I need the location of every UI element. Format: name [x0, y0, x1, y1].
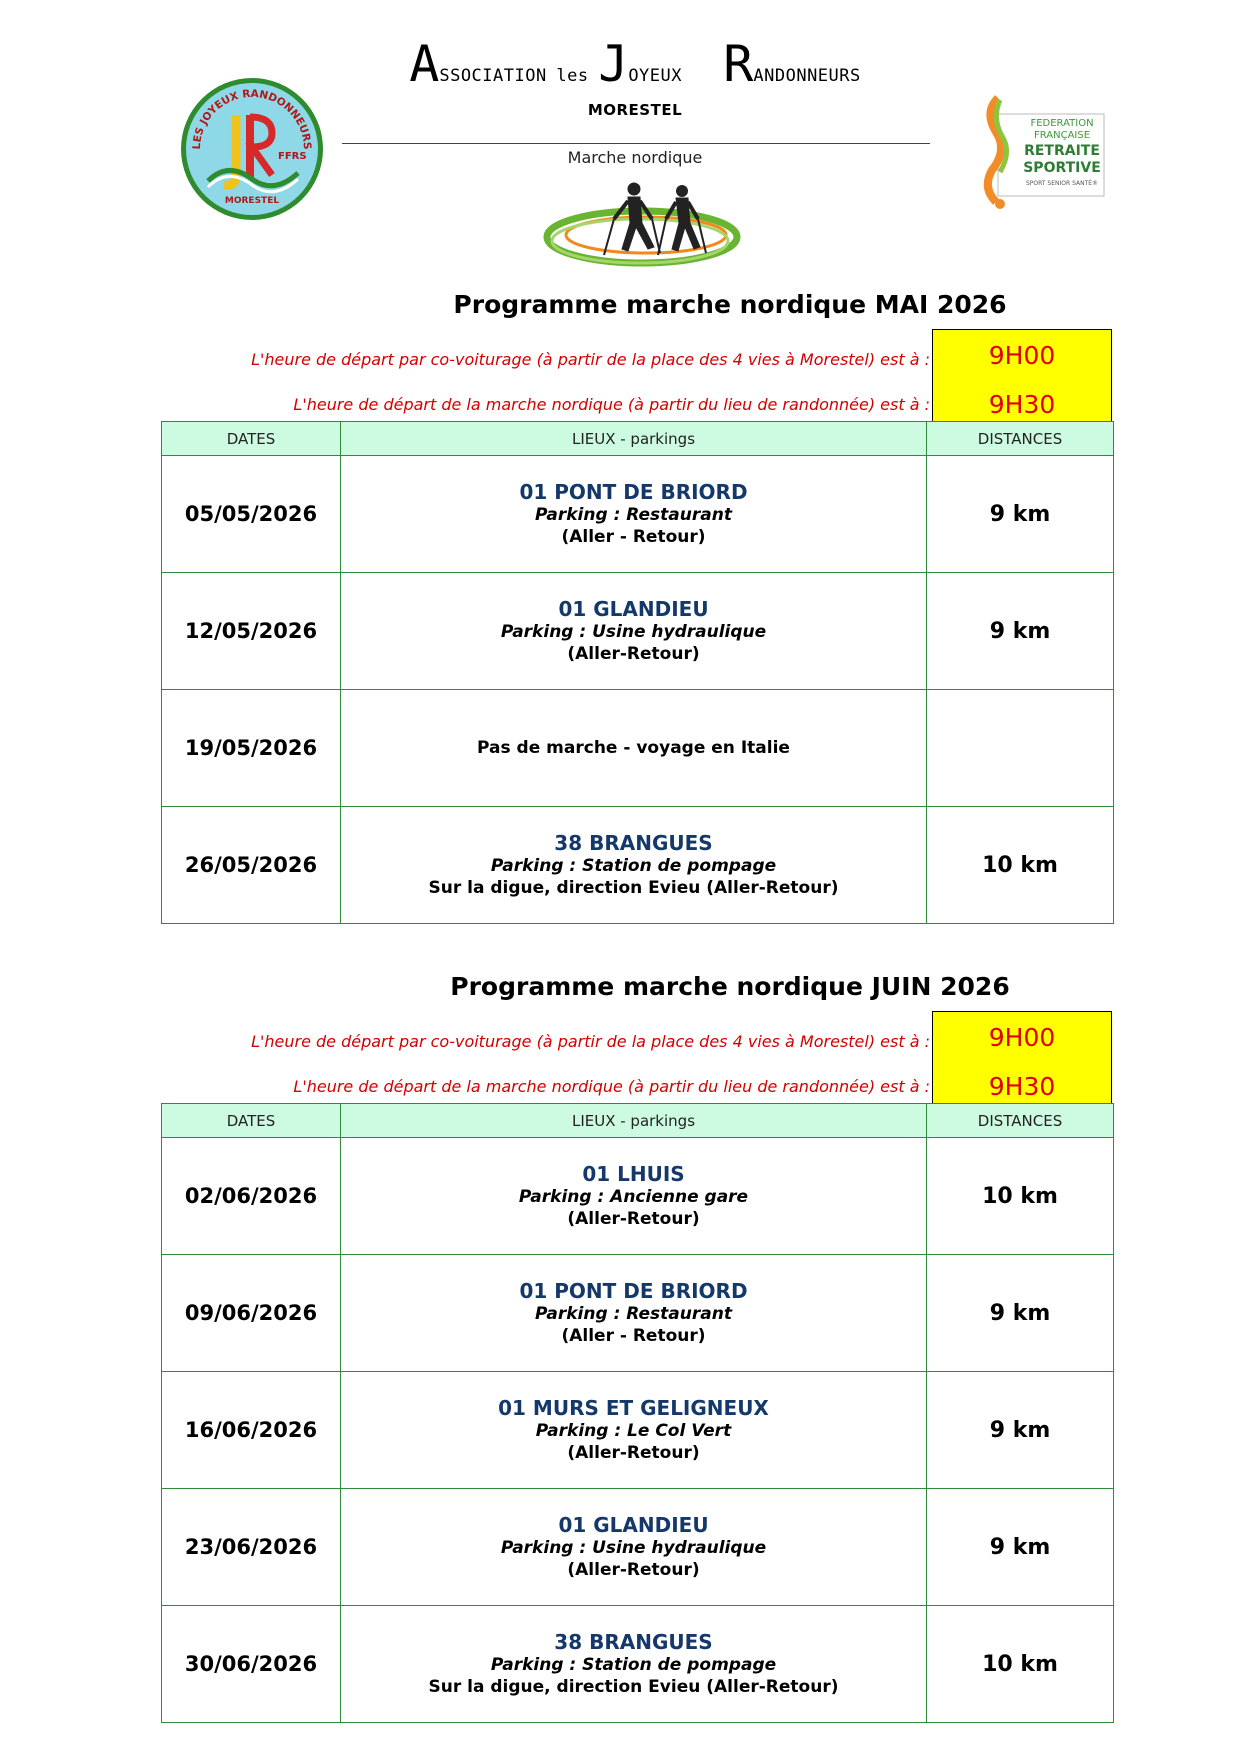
row-distance: 10 km: [927, 1606, 1114, 1723]
row-date: 26/05/2026: [162, 807, 341, 924]
club-logo: [178, 75, 326, 223]
row-location: [341, 1606, 927, 1723]
nordic-walkers-icon: [542, 175, 752, 275]
col-dates: DATES: [162, 422, 341, 456]
club-logo-side-text: FFRS: [278, 151, 307, 162]
row-place: 01 GLANDIEU: [558, 596, 709, 621]
row-note: (Aller-Retour): [567, 1442, 700, 1463]
row-place: 38 BRANGUES: [554, 830, 713, 855]
row-parking: Parking : Usine hydraulique: [500, 1537, 767, 1558]
departure-walk-time-may: 9H30: [932, 375, 1112, 421]
table-row: [162, 1606, 1114, 1723]
ffrs-line3: RETRAITE: [1024, 143, 1100, 159]
row-date: 23/06/2026: [162, 1489, 341, 1606]
col-distances: DISTANCES: [927, 422, 1114, 456]
table-header: [162, 1104, 1114, 1138]
ffrs-line2: FRANÇAISE: [1033, 130, 1091, 141]
ffrs-line1: FEDERATION: [1030, 118, 1094, 129]
row-date: 05/05/2026: [162, 456, 341, 573]
row-note: Pas de marche - voyage en Italie: [477, 738, 790, 758]
row-note: (Aller - Retour): [561, 526, 706, 547]
row-location: [341, 690, 927, 807]
row-note: Sur la digue, direction Evieu (Aller-Retour): [428, 877, 839, 898]
row-distance: 9 km: [927, 1372, 1114, 1489]
table-row: [162, 690, 1114, 807]
row-parking: Parking : Station de pompage: [490, 1654, 777, 1675]
row-location: [341, 1372, 927, 1489]
row-note: Sur la digue, direction Evieu (Aller-Retour): [428, 1676, 839, 1697]
program-title-june: Programme marche nordique JUIN 2026: [450, 972, 1010, 1001]
row-place: 01 LHUIS: [582, 1161, 685, 1186]
row-parking: Parking : Station de pompage: [490, 855, 777, 876]
table-header: [162, 422, 1114, 456]
program-title-may: Programme marche nordique MAI 2026: [453, 290, 1007, 319]
association-title: ASSOCIATION les JOYEUX RANDONNEURS: [409, 35, 861, 93]
row-location: [341, 1138, 927, 1255]
table-row: [162, 1255, 1114, 1372]
row-parking: Parking : Restaurant: [535, 1303, 732, 1324]
table-row: [162, 1138, 1114, 1255]
table-row: [162, 807, 1114, 924]
town-name: MORESTEL: [587, 101, 683, 119]
header-divider: [342, 143, 930, 144]
program-table-may: [161, 421, 1114, 924]
col-lieux: LIEUX - parkings: [341, 1104, 927, 1138]
row-location: [341, 1489, 927, 1606]
row-parking: Parking : Le Col Vert: [535, 1420, 732, 1441]
row-distance: 9 km: [927, 456, 1114, 573]
row-location: [341, 807, 927, 924]
row-parking: Parking : Restaurant: [535, 504, 732, 525]
row-date: 30/06/2026: [162, 1606, 341, 1723]
row-location: [341, 456, 927, 573]
row-distance: 10 km: [927, 1138, 1114, 1255]
col-distances: DISTANCES: [927, 1104, 1114, 1138]
row-date: 19/05/2026: [162, 690, 341, 807]
ffrs-line5: SPORT SENIOR SANTÉ®: [1025, 180, 1099, 187]
row-location: [341, 573, 927, 690]
row-place: 38 BRANGUES: [554, 1629, 713, 1654]
departure-walk-time-june: 9H30: [932, 1057, 1112, 1103]
activity-subtitle: Marche nordique: [567, 148, 703, 167]
row-distance: 9 km: [927, 573, 1114, 690]
row-parking: Parking : Ancienne gare: [518, 1186, 749, 1207]
row-distance: 9 km: [927, 1255, 1114, 1372]
departure-walk-label-may: L'heure de départ de la marche nordique (à partir du lieu de randonnée) est à :: [293, 395, 930, 414]
ffrs-logo: [978, 92, 1106, 214]
program-table-june: [161, 1103, 1114, 1723]
col-dates: DATES: [162, 1104, 341, 1138]
row-place: 01 PONT DE BRIORD: [519, 479, 748, 504]
table-row: [162, 456, 1114, 573]
row-note: (Aller-Retour): [567, 1208, 700, 1229]
row-date: 09/06/2026: [162, 1255, 341, 1372]
departure-covoit-label-june: L'heure de départ par co-voiturage (à partir de la place des 4 vies à Morestel) est à :: [251, 1032, 930, 1051]
row-location: [341, 1255, 927, 1372]
row-note: (Aller-Retour): [567, 1559, 700, 1580]
row-note: (Aller-Retour): [567, 643, 700, 664]
col-lieux: LIEUX - parkings: [341, 422, 927, 456]
row-distance: [927, 690, 1114, 807]
row-place: 01 GLANDIEU: [558, 1512, 709, 1537]
row-date: 12/05/2026: [162, 573, 341, 690]
departure-covoit-time-june: 9H00: [932, 1011, 1112, 1057]
row-parking: Parking : Usine hydraulique: [500, 621, 767, 642]
table-row: [162, 1372, 1114, 1489]
row-date: 16/06/2026: [162, 1372, 341, 1489]
departure-covoit-time-may: 9H00: [932, 329, 1112, 375]
row-distance: 9 km: [927, 1489, 1114, 1606]
row-place: 01 MURS ET GELIGNEUX: [498, 1395, 769, 1420]
departure-walk-label-june: L'heure de départ de la marche nordique (à partir du lieu de randonnée) est à :: [293, 1077, 930, 1096]
table-row: [162, 1489, 1114, 1606]
departure-covoit-label-may: L'heure de départ par co-voiturage (à partir de la place des 4 vies à Morestel) est à :: [251, 350, 930, 369]
row-date: 02/06/2026: [162, 1138, 341, 1255]
row-place: 01 PONT DE BRIORD: [519, 1278, 748, 1303]
club-logo-bottom-text: MORESTEL: [224, 196, 280, 206]
row-distance: 10 km: [927, 807, 1114, 924]
row-note: (Aller - Retour): [561, 1325, 706, 1346]
ffrs-line4: SPORTIVE: [1023, 160, 1101, 176]
table-row: [162, 573, 1114, 690]
club-logo-top-text: LES JOYEUX RANDONNEURS: [190, 87, 314, 150]
